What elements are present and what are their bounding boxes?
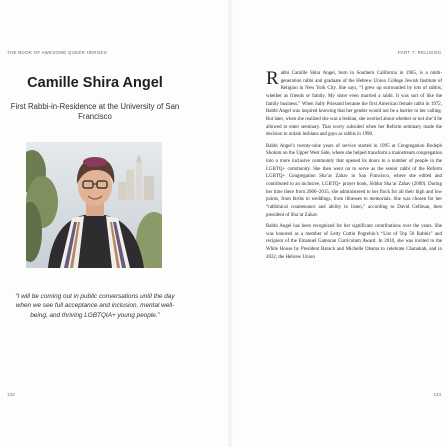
portrait-illustration xyxy=(26,142,162,268)
profile-quote: “I will be coming out in public conversations until the day when we see full acceptance and inclusion, mental well-being, and thriving LGBTQIA+ young people.” xyxy=(15,293,175,319)
article-paragraph-1 xyxy=(266,70,442,139)
running-head-right: PART 7: RELIGION xyxy=(397,50,441,55)
page-number-right: 133 xyxy=(433,392,441,397)
page-number-left: 132 xyxy=(7,392,15,397)
profile-name: Camille Shira Angel xyxy=(27,75,163,91)
profile-subtitle: First Rabbi-in-Residence at the University of San Francisco xyxy=(10,102,180,121)
article-paragraph-2: Rabbi Angel’s twenty-nine years of service started in 1995 at Congregation Rodeph Sholom on the Upper West Side, where she helped transform a mainstream congregation into a more inclusive community that opened its doors to a number of people in the LGBTQ+ community. She then went on to serve as the senior rabbi of the Reform LGBTQ+ Congregation Sha’ar Zahav in San Francisco, where she edited and contributed to an inclusive, LGBTQ+ prayer book, Siddur Sha’ar Zahav (2009). During her time there from 2000–2015, she administered to her flock for all their high and low points, from births to weddings, from illnesses to memorials. She was chosen for her “rabbinical countenance and ability to listen,” according to David Gellman, then president of Sha’ar Zahav. xyxy=(266,143,442,218)
article-paragraph-3: Rabbi Angel has been recognized for her significant contributions over the years. She was honored as a member of Letty Cottin Pogrebin’s “List of Top 50 Rabbis” and recipient of the Emanuel Gamoran Curriculum Award. In 2010, she was invited to the White House by President Barack and Michelle Obama to celebrate Chanukah, and in 2022, the Hebrew Union xyxy=(266,224,442,260)
running-head-left: THE BOOK OF AWESOME QUEER HEROES xyxy=(7,50,107,55)
paragraph-1-text: abbi Camille Shira Angel, born in Southern California in 1965, is a ninth-generation rabbi and graduate of the Hebrew Union College Jewish Institute of Religion in New York City. She says, “I grew up surrounded by lots of rabbis, whether as friends or family. My sister even married a rabbi. It was sort of like the family business.” When Sally Priesand became the first American female rabbi in 1972, Rabbi Angel was inspired knowing that her gender would not be a barrier to her calling. But later, when she realized she was a lesbian, she worried about whether or not she’d be allowed to enter seminary. That worry subsided when her Reform seminary made the decision to ordain lesbians and gays as rabbis in 1990. xyxy=(266,71,442,138)
page-gutter xyxy=(227,0,233,447)
drop-cap: R xyxy=(266,68,279,89)
portrait-photo xyxy=(26,142,162,268)
article-body xyxy=(266,70,442,265)
